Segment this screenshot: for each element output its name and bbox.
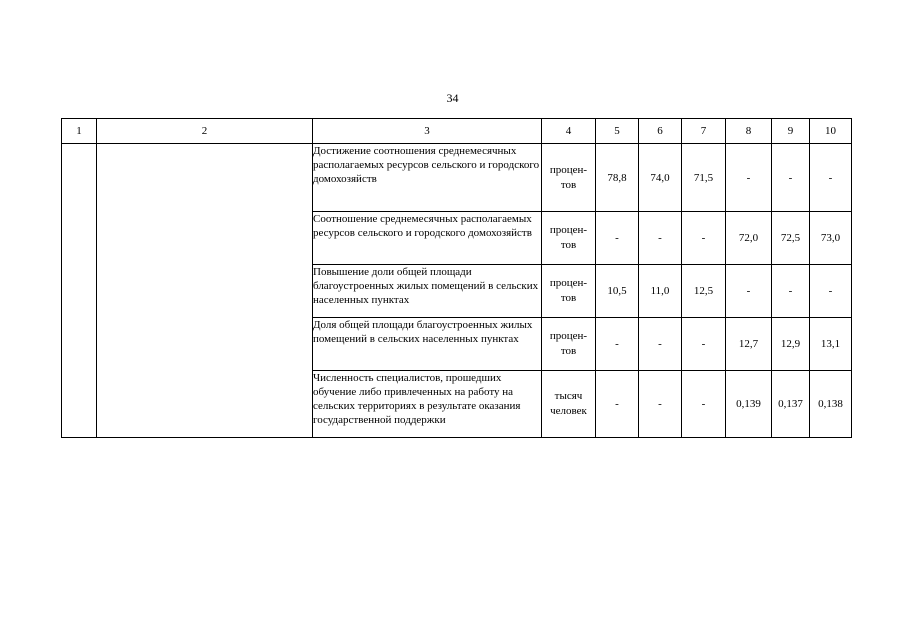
value-cell: 72,0 bbox=[726, 212, 772, 265]
value-cell: 71,5 bbox=[682, 144, 726, 212]
column-header: 6 bbox=[639, 119, 682, 144]
value-cell: - bbox=[682, 371, 726, 438]
column-header: 7 bbox=[682, 119, 726, 144]
indicator-name: Соотношение среднемесячных располагаемых ресурсов сельского и городского домохозяйств bbox=[313, 212, 542, 265]
value-cell: - bbox=[639, 318, 682, 371]
value-cell: 0,137 bbox=[772, 371, 810, 438]
value-cell: 73,0 bbox=[810, 212, 852, 265]
column-header: 1 bbox=[62, 119, 97, 144]
indicator-name: Достижение соотношения среднемесячных располагаемых ресурсов сельского и городского домохозяйств bbox=[313, 144, 542, 212]
value-cell: - bbox=[596, 318, 639, 371]
indicator-name: Доля общей площади благоустроенных жилых помещений в сельских населенных пунктах bbox=[313, 318, 542, 371]
indicator-name: Повышение доли общей площади благоустроенных жилых помещений в сельских населенных пунктах bbox=[313, 265, 542, 318]
value-cell: 0,138 bbox=[810, 371, 852, 438]
table-row bbox=[62, 144, 852, 212]
unit-cell: тысяч человек bbox=[542, 371, 596, 438]
value-cell: 78,8 bbox=[596, 144, 639, 212]
unit-cell: процен- тов bbox=[542, 265, 596, 318]
value-cell: - bbox=[772, 144, 810, 212]
value-cell: 0,139 bbox=[726, 371, 772, 438]
column-header: 3 bbox=[313, 119, 542, 144]
value-cell: - bbox=[726, 144, 772, 212]
value-cell: 72,5 bbox=[772, 212, 810, 265]
value-cell: 10,5 bbox=[596, 265, 639, 318]
column-header: 4 bbox=[542, 119, 596, 144]
unit-cell: процен- тов bbox=[542, 144, 596, 212]
value-cell: 74,0 bbox=[639, 144, 682, 212]
value-cell: - bbox=[596, 212, 639, 265]
value-cell: 12,5 bbox=[682, 265, 726, 318]
value-cell: 13,1 bbox=[810, 318, 852, 371]
column-header: 9 bbox=[772, 119, 810, 144]
indicators-table bbox=[61, 118, 852, 438]
value-cell: 11,0 bbox=[639, 265, 682, 318]
value-cell: - bbox=[726, 265, 772, 318]
column-header: 5 bbox=[596, 119, 639, 144]
column-header: 8 bbox=[726, 119, 772, 144]
value-cell: - bbox=[682, 212, 726, 265]
indicator-name: Численность специалистов, прошедших обучение либо привлеченных на работу на сельских территориях в результате оказания государственной поддержки bbox=[313, 371, 542, 438]
value-cell: - bbox=[772, 265, 810, 318]
value-cell: - bbox=[810, 144, 852, 212]
column-header: 10 bbox=[810, 119, 852, 144]
unit-cell: процен- тов bbox=[542, 212, 596, 265]
table-header-row bbox=[62, 119, 852, 144]
value-cell: 12,7 bbox=[726, 318, 772, 371]
unit-cell: процен- тов bbox=[542, 318, 596, 371]
cell-col2-empty bbox=[97, 144, 313, 438]
value-cell: 12,9 bbox=[772, 318, 810, 371]
value-cell: - bbox=[639, 371, 682, 438]
page-number: 34 bbox=[446, 91, 459, 105]
value-cell: - bbox=[810, 265, 852, 318]
value-cell: - bbox=[682, 318, 726, 371]
value-cell: - bbox=[596, 371, 639, 438]
column-header: 2 bbox=[97, 119, 313, 144]
value-cell: - bbox=[639, 212, 682, 265]
cell-col1-empty bbox=[62, 144, 97, 438]
